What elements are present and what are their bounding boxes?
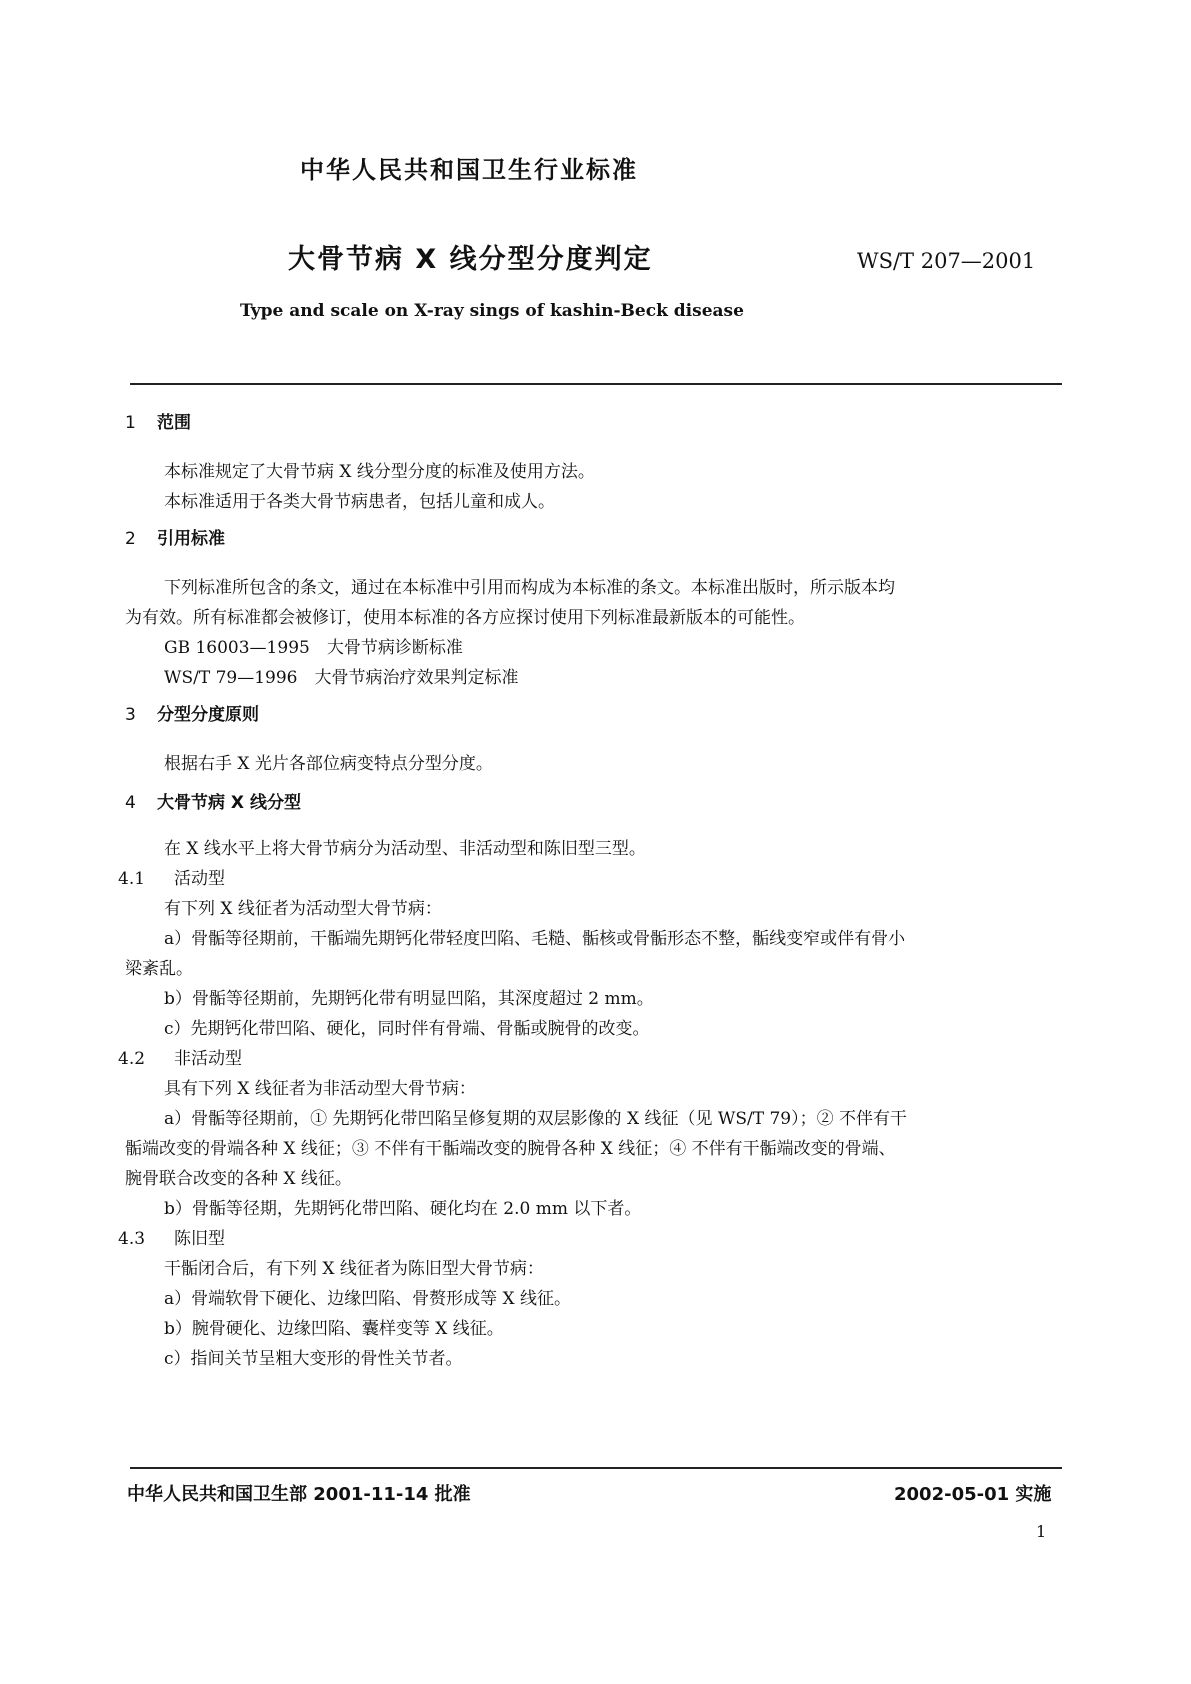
- paragraph: 干骺闭合后，有下列 X 线征者为陈旧型大骨节病：: [164, 1259, 544, 1279]
- header-divider: [130, 383, 1062, 385]
- effective-date: 2002-05-01 实施: [894, 1484, 1052, 1505]
- section-title: 大骨节病 X 线分型: [157, 793, 301, 813]
- list-item: c）先期钙化带凹陷、硬化，同时伴有骨端、骨骺或腕骨的改变。: [164, 1019, 650, 1039]
- section-number: 4: [125, 793, 136, 813]
- section-number: 1: [125, 413, 136, 433]
- subsection-title: 陈旧型: [174, 1229, 225, 1249]
- list-item: b）腕骨硬化、边缘凹陷、囊样变等 X 线征。: [164, 1319, 504, 1339]
- section-2-heading: [125, 524, 225, 549]
- page-number: 1: [1036, 1522, 1047, 1541]
- section-4-heading: [125, 788, 301, 813]
- reference-item: WS/T 79—1996 大骨节病治疗效果判定标准: [164, 668, 519, 688]
- subsection-4-2-heading: [118, 1044, 242, 1069]
- subsection-title: 非活动型: [174, 1049, 242, 1069]
- list-item: b）骨骺等径期，先期钙化带凹陷、硬化均在 2.0 mm 以下者。: [164, 1199, 642, 1219]
- subsection-number: 4.1: [118, 869, 146, 889]
- approval-line: 中华人民共和国卫生部 2001-11-14 批准: [127, 1484, 471, 1505]
- subsection-number: 4.2: [118, 1049, 146, 1069]
- list-item-continuation: 骺端改变的骨端各种 X 线征；③ 不伴有干骺端改变的腕骨各种 X 线征；④ 不伴有干骺端改变的骨端、: [125, 1139, 896, 1159]
- subsection-4-1-heading: [118, 864, 225, 889]
- section-number: 2: [125, 529, 136, 549]
- footer-divider: [130, 1467, 1062, 1469]
- list-item: a）骨骺等径期前，干骺端先期钙化带轻度凹陷、毛糙、骺核或骨骺形态不整，骺线变窄或伴有骨小: [164, 929, 906, 949]
- document-title: 大骨节病 X 线分型分度判定: [288, 244, 653, 275]
- list-item-continuation: 腕骨联合改变的各种 X 线征。: [125, 1169, 352, 1189]
- subsection-4-3-heading: [118, 1224, 225, 1249]
- paragraph: 在 X 线水平上将大骨节病分为活动型、非活动型和陈旧型三型。: [164, 839, 646, 859]
- list-item: a）骨端软骨下硬化、边缘凹陷、骨赘形成等 X 线征。: [164, 1289, 572, 1309]
- paragraph: 具有下列 X 线征者为非活动型大骨节病：: [164, 1079, 476, 1099]
- english-title: Type and scale on X-ray sings of kashin-Beck disease: [240, 301, 744, 321]
- section-title: 范围: [157, 413, 191, 433]
- subsection-title: 活动型: [174, 869, 225, 889]
- reference-item: GB 16003—1995 大骨节病诊断标准: [164, 638, 463, 658]
- list-item-continuation: 梁紊乱。: [125, 959, 193, 979]
- paragraph: 有下列 X 线征者为活动型大骨节病：: [164, 899, 442, 919]
- section-1-heading: [125, 408, 191, 433]
- section-title: 分型分度原则: [157, 705, 259, 725]
- list-item: a）骨骺等径期前，① 先期钙化带凹陷呈修复期的双层影像的 X 线征（见 WS/T 79）；② 不伴有干: [164, 1109, 907, 1129]
- section-3-heading: [125, 700, 259, 725]
- section-title: 引用标准: [157, 529, 225, 549]
- paragraph: 根据右手 X 光片各部位病变特点分型分度。: [164, 754, 493, 774]
- paragraph: 下列标准所包含的条文，通过在本标准中引用而构成为本标准的条文。本标准出版时，所示版本均: [164, 578, 895, 598]
- section-number: 3: [125, 705, 136, 725]
- list-item: b）骨骺等径期前，先期钙化带有明显凹陷，其深度超过 2 mm。: [164, 989, 654, 1009]
- issuing-organization: 中华人民共和国卫生行业标准: [300, 156, 638, 184]
- paragraph-continuation: 为有效。所有标准都会被修订，使用本标准的各方应探讨使用下列标准最新版本的可能性。: [125, 608, 805, 628]
- subsection-number: 4.3: [118, 1229, 146, 1249]
- standard-code: WS/T 207—2001: [857, 249, 1036, 273]
- paragraph: 本标准规定了大骨节病 X 线分型分度的标准及使用方法。: [164, 462, 595, 482]
- paragraph: 本标准适用于各类大骨节病患者，包括儿童和成人。: [164, 492, 555, 512]
- list-item: c）指间关节呈粗大变形的骨性关节者。: [164, 1349, 463, 1369]
